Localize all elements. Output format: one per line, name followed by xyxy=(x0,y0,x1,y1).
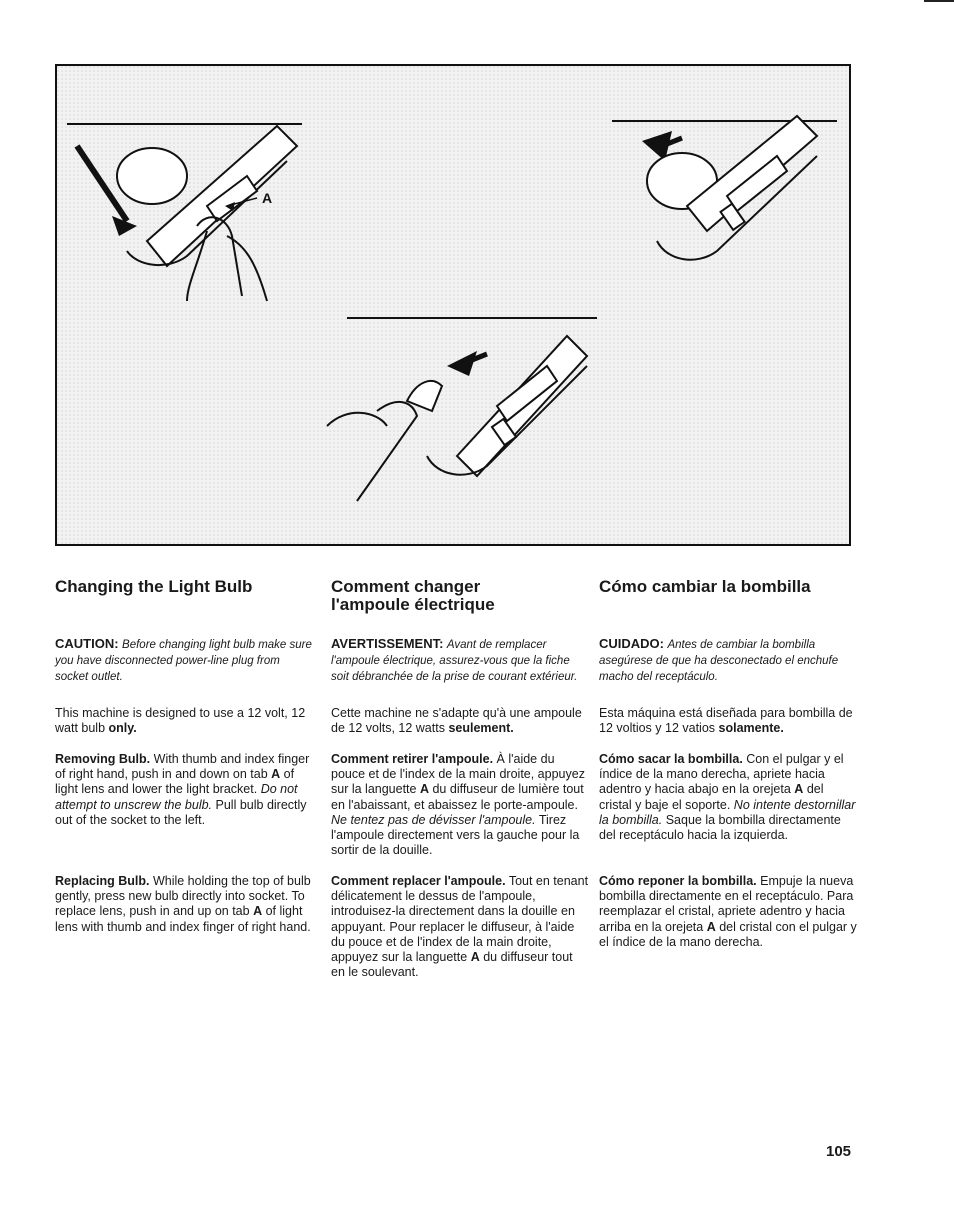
spanish-remove-text1: Con el pulgar y el índice de la mano derecha, apriete hacia adentro y hacia abajo en la orejeta xyxy=(599,752,844,797)
french-caution xyxy=(331,636,589,686)
french-caution-lead: AVERTISSEMENT: xyxy=(331,636,444,651)
english-caution xyxy=(55,636,313,686)
english-remove-tab: A xyxy=(271,767,281,782)
page-number: 105 xyxy=(826,1143,852,1160)
french-replace-text2: du diffuseur tout en le soulevant. xyxy=(331,950,573,980)
english-heading: Changing the Light Bulb xyxy=(55,577,253,596)
english-bulb-emph: only. xyxy=(108,720,137,735)
french-remove-bulb xyxy=(331,752,589,858)
english-remove-italic: Do not attempt to unscrew the bulb. xyxy=(55,782,298,812)
french-replace-bulb xyxy=(331,874,589,980)
english-bulb-spec xyxy=(55,706,313,736)
illustration-drawing xyxy=(57,66,851,546)
english-bulb-text: This machine is designed to use a 12 volt, 12 watt bulb xyxy=(55,705,306,735)
french-replace-lead: Comment replacer l'ampoule. xyxy=(331,874,506,888)
english-column xyxy=(55,577,313,934)
english-replace-bulb xyxy=(55,874,313,935)
french-caution-text: Avant de remplacer l'ampoule électrique, assurez-vous que la fiche soit débranchée de la prise de courant extérieur. xyxy=(331,639,578,684)
english-remove-bulb xyxy=(55,752,313,828)
spanish-replace-lead: Cómo reponer la bombilla. xyxy=(599,874,757,888)
french-remove-text1: À l'aide du pouce et de l'index de la main droite, appuyez sur la languette xyxy=(331,752,585,797)
english-remove-text2: of light lens and lower the light bracket. xyxy=(55,767,295,797)
english-caution-lead: CAUTION: xyxy=(55,636,119,651)
spanish-remove-tab: A xyxy=(794,782,804,797)
spanish-column xyxy=(599,577,857,949)
french-remove-tab: A xyxy=(419,782,429,797)
spanish-bulb-emph: solamente. xyxy=(718,720,784,735)
english-remove-text1: With thumb and index finger of right hand, push in and down on tab xyxy=(55,752,310,782)
spanish-replace-bulb xyxy=(599,874,857,950)
illustration-panel xyxy=(55,64,851,546)
spanish-caution-lead: CUIDADO: xyxy=(599,636,664,651)
spanish-bulb-spec xyxy=(599,706,857,736)
spanish-bulb-text: Esta máquina está diseñada para bombilla de 12 voltios y 12 vatios xyxy=(599,705,853,735)
spanish-replace-text1: Empuje la nueva bombilla directamente en el receptáculo. Para reemplazar el cristal, apriete adentro y hacia arriba en la orejeta xyxy=(599,874,854,934)
spanish-remove-text2: del cristal y baje el soporte. xyxy=(599,782,824,812)
french-remove-lead: Comment retirer l'ampoule. xyxy=(331,752,494,767)
spanish-remove-text3: Saque la bombilla directamente del receptáculo hacia la izquierda. xyxy=(599,812,841,843)
french-remove-text2: du diffuseur de lumière tout en l'abaissant, et abaissez le porte-ampoule. xyxy=(331,782,584,812)
spanish-remove-italic: No intente destornillar la bombilla. xyxy=(599,797,856,827)
english-remove-lead: Removing Bulb. xyxy=(55,752,151,767)
french-replace-text1: Tout en tenant délicatement le dessus de l'ampoule, introduisez-la directement dans la douille en appuyant. Pour replacer le diffuseur, à l'aide du pouce et de l'index de la main droite, appuyez sur la languette xyxy=(331,874,589,965)
english-replace-text2: of light lens with thumb and index finger of right hand. xyxy=(55,904,311,934)
english-replace-text1: While holding the top of bulb gently, press new bulb directly into socket. To replace lens, push in and up on tab xyxy=(55,874,311,919)
spanish-heading: Cómo cambiar la bombilla xyxy=(599,577,811,596)
french-bulb-text: Cette machine ne s'adapte qu'à une ampoule de 12 volts, 12 watts xyxy=(331,705,582,735)
french-remove-text3: Tirez l'ampoule directement vers la gauche pour la sortir de la douille. xyxy=(331,812,580,858)
corner-rule xyxy=(924,0,954,2)
english-caution-text: Before changing light bulb make sure you have disconnected power-line plug from socket outlet. xyxy=(55,639,312,684)
spanish-replace-tab: A xyxy=(706,919,716,934)
english-replace-lead: Replacing Bulb. xyxy=(55,874,150,888)
callout-label-a: A xyxy=(262,190,273,206)
spanish-remove-bulb xyxy=(599,752,857,843)
spanish-replace-text2: del cristal con el pulgar y el índice de la mano derecha. xyxy=(599,919,857,949)
french-heading xyxy=(331,578,589,628)
french-column xyxy=(331,577,589,980)
spanish-caution-text: Antes de cambiar la bombilla asegúrese de que ha desconectado el enchufe macho del receptáculo. xyxy=(599,639,839,684)
spanish-remove-lead: Cómo sacar la bombilla. xyxy=(599,752,743,767)
french-heading-line2: l'ampoule électrique xyxy=(331,595,495,614)
french-heading-line1: Comment changer xyxy=(331,577,481,596)
english-remove-text3: Pull bulb directly out of the socket to the left. xyxy=(55,797,307,827)
french-remove-italic: Ne tentez pas de dévisser l'ampoule. xyxy=(331,812,536,827)
french-bulb-spec xyxy=(331,706,589,736)
french-replace-tab: A xyxy=(470,950,480,965)
french-bulb-emph: seulement. xyxy=(448,720,514,735)
english-replace-tab: A xyxy=(253,904,263,919)
spanish-caution xyxy=(599,636,857,686)
